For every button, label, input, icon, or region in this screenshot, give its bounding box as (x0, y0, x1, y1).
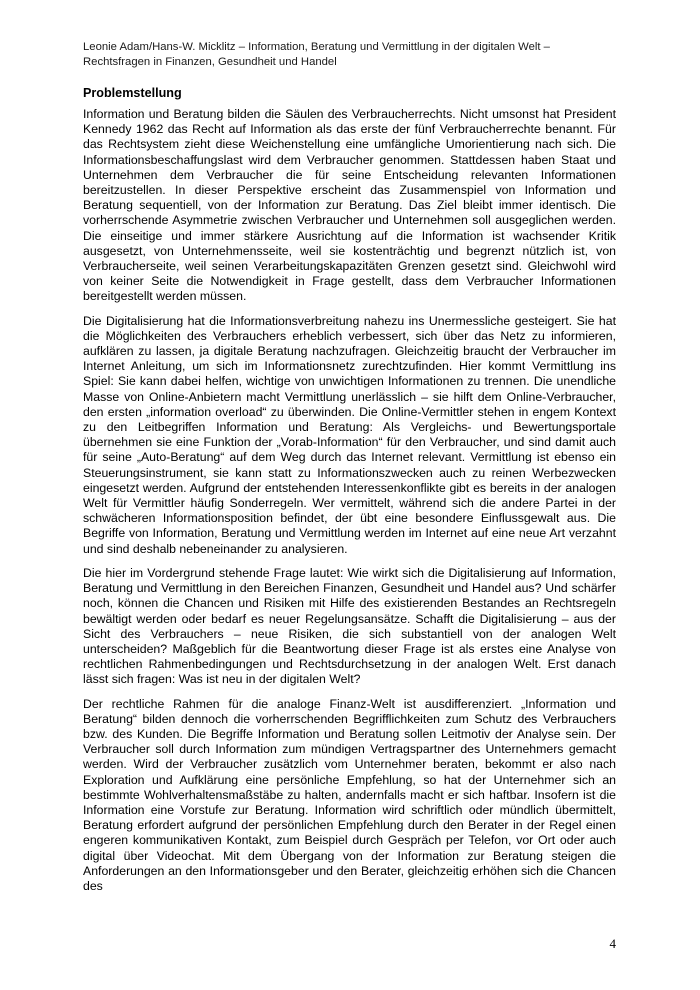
paragraph: Die hier im Vordergrund stehende Frage lautet: Wie wirkt sich die Digitalisierung auf Information, Beratung und Vermittlung in den Bereichen Finanzen, Gesundheit und Handel aus? Und schärfer noch, können die Chancen und Risiken mit Hilfe des existierenden Bestandes an Rechtsregeln bewältigt werden oder bedarf es neuer Regelungsansätze. Schafft die Digitalisierung – aus der Sicht des Verbrauchers – neue Risiken, die sich substantiell von der analogen Welt unterscheiden? Maßgeblich für die Beantwortung dieser Frage ist als erstes eine Analyse von rechtlichen Rahmenbedingungen und Rechtsdurchsetzung in der analogen Welt. Erst danach lässt sich fragen: Was ist neu in der digitalen Welt? (83, 565, 616, 687)
paragraph: Die Digitalisierung hat die Informationsverbreitung nahezu ins Unermessliche gesteigert. Sie hat die Möglichkeiten des Verbrauchers erheblich verbessert, sich über das Netz zu informieren, aufklären zu lassen, ja digitale Beratung nachzufragen. Gleichzeitig braucht der Verbraucher im Internet Anleitung, um sich im Informationsnetz zurechtzufinden. Hier kommt Vermittlung ins Spiel: Sie kann dabei helfen, wichtige von unwichtigen Informationen zu trennen. Die unendliche Masse von Online-Anbietern macht Vermittlung unerlässlich – sie hilft dem Online-Verbraucher, den ersten „information overload“ zu überwinden. Die Online-Vermittler stehen in engem Kontext zu den Leitbegriffen Information und Beratung: Als Vergleichs- und Bewertungsportale übernehmen sie eine Funktion der „Vorab-Information“ für den Verbraucher, und sind damit auch für seine „Auto-Beratung“ auf dem Weg durch das Internet relevant. Vermittlung ist ebenso ein Steuerungsinstrument, sie kann statt zu Informationszwecken auch zu reinen Werbezwecken eingesetzt werden. Aufgrund der entstehenden Interessenkonflikte gibt es bereits in der analogen Welt für Vermittler häufig Sonderregeln. Wer vermittelt, während sich die andere Partei in der schwächeren Informationsposition befindet, der übt eine besondere Einflussgewalt aus. Die Begriffe von Information, Beratung und Vermittlung werden im Internet auf eine neue Art verzahnt und sind deshalb nebeneinander zu analysieren. (83, 313, 616, 556)
section-title: Problemstellung (83, 86, 182, 100)
page-number: 4 (609, 936, 616, 951)
paragraph: Der rechtliche Rahmen für die analoge Finanz-Welt ist ausdifferenziert. „Information und Beratung“ bilden dennoch die vorherrschenden Begrifflichkeiten zum Schutz des Verbrauchers bzw. des Kunden. Die Begriffe Information und Beratung sollen Leitmotiv der Analyse sein. Der Verbraucher soll durch Information zum mündigen Vertragspartner des Unternehmers gemacht werden. Wird der Verbraucher zusätzlich vom Unternehmer beraten, bekommt er also nach Exploration und Aufklärung eine persönliche Empfehlung, so hat der Unternehmer sich an bestimmte Wohlverhaltensmaßstäbe zu halten, andernfalls macht er sich haftbar. Insofern ist die Information eine Vorstufe zur Beratung. Information wird schriftlich oder mündlich übermittelt, Beratung erfordert aufgrund der persönlichen Empfehlung durch den Berater in der Regel einen engeren kommunikativen Kontakt, zum Beispiel durch Gespräch per Telefon, vor Ort oder auch digital über Videochat. Mit dem Übergang von der Information zur Beratung steigen die Anforderungen an den Informationsgeber und den Berater, gleichzeitig erhöhen sich die Chancen des (83, 696, 616, 893)
body-text (83, 107, 616, 903)
running-header: Leonie Adam/Hans-W. Micklitz – Information, Beratung und Vermittlung in der digitalen Welt – Rechtsfragen in Finanzen, Gesundheit und Handel (83, 41, 550, 68)
paragraph: Information und Beratung bilden die Säulen des Verbraucherrechts. Nicht umsonst hat President Kennedy 1962 das Recht auf Information als das erste der fünf Verbraucherrechte benannt. Für das Rechtsystem zieht diese Weichenstellung eine umfängliche Umorientierung nach sich. Die Informationsbeschaffungslast wird dem Verbraucher genommen. Stattdessen haben Staat und Unternehmen dem Verbraucher die für seine Entscheidung relevanten Informationen bereitzustellen. In dieser Perspektive erscheint das Zusammenspiel von Information und Beratung sequentiell, von der Information zur Beratung. Das Ziel bleibt immer identisch. Die vorherrschende Asymmetrie zwischen Verbraucher und Unternehmen soll ausgeglichen werden. Die einseitige und immer stärkere Ausrichtung auf die Information ist wachsender Kritik ausgesetzt, von Unternehmensseite, weil sie kostenträchtig und begrenzt nützlich ist, von Verbraucherseite, weil seinen Verarbeitungskapazitäten Grenzen gesetzt sind. Gleichwohl wird von keiner Seite die Notwendigkeit in Frage gestellt, dass dem Verbraucher Informationen bereitgestellt werden müssen. (83, 107, 616, 304)
